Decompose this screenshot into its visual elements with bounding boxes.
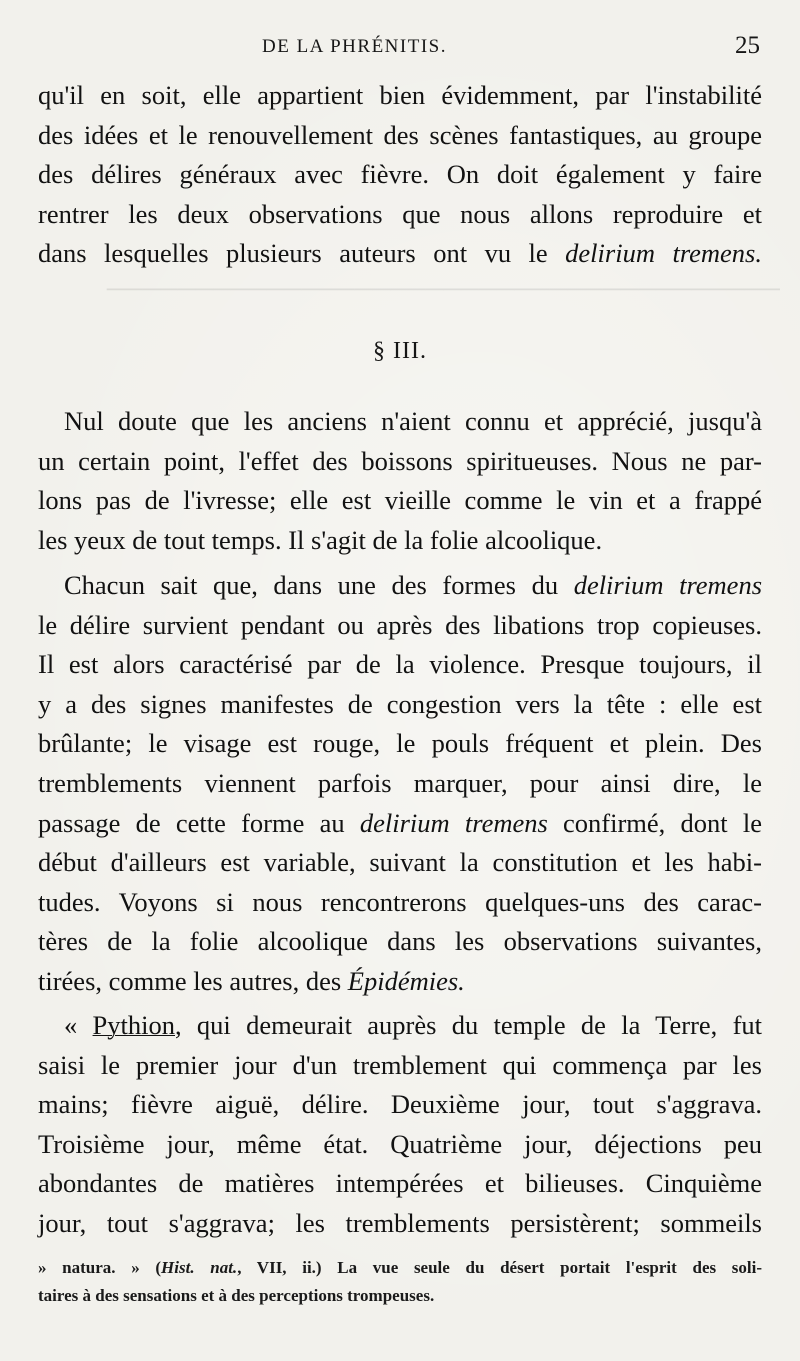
text-line: les yeux de tout temps. Il s'agit de la folie alcoolique. — [38, 524, 603, 555]
text-line: Troisième jour, même état. Quatrième jour, déjections peu — [38, 1128, 762, 1159]
text-line — [38, 962, 762, 1002]
text-line: mains; fièvre aiguë, délire. Deuxième jour, tout s'aggrava. — [38, 1089, 762, 1120]
italic-term: delirium tremens — [359, 807, 548, 838]
text-span: passage de cette forme au — [38, 807, 360, 838]
italic-term: delirium tremens. — [565, 238, 762, 269]
running-title: DE LA PHRÉNITIS. — [262, 36, 447, 57]
text-line — [38, 804, 762, 844]
page-header — [262, 32, 760, 66]
text-line: abondantes de matières intempérées et bilieuses. Cinquième — [38, 1168, 762, 1199]
text-line: tremblements viennent parfois marquer, pour ainsi dire, le — [38, 767, 762, 798]
section-heading: § III. — [373, 338, 427, 364]
text-line — [38, 234, 762, 274]
text-line: des idées et le renouvellement des scènes fantastiques, au groupe — [38, 119, 762, 150]
text-line: début d'ailleurs est variable, suivant la constitution et les habi- — [38, 847, 762, 878]
footnote-line: taires à des sensations et à des perceptions trompeuses. — [38, 1286, 435, 1305]
text-line — [38, 1006, 762, 1046]
footnote — [38, 1254, 762, 1310]
show-through-from-reverse-page: ────────────────────────────────────── — [106, 276, 780, 303]
text-line: tères de la folie alcoolique dans les observations suivantes, — [38, 926, 762, 957]
text-span: , VII, ii.) La vue seule du désert portait l'esprit des soli- — [237, 1258, 763, 1277]
text-line: rentrer les deux observations que nous allons reproduire et — [38, 198, 762, 229]
text-span: dans lesquelles plusieurs auteurs ont vu le — [38, 238, 566, 269]
paragraph-3 — [38, 566, 762, 1002]
text-span: « — [64, 1010, 93, 1040]
text-line: tudes. Voyons si nous rencontrerons quelques-uns des carac- — [38, 886, 762, 917]
paragraph-2 — [38, 402, 762, 560]
text-line: lons pas de l'ivresse; elle est vieille comme le vin et a frappé — [38, 485, 762, 516]
text-span: » natura. » ( — [38, 1258, 162, 1277]
text-line: jour, tout s'aggrava; les tremblements persistèrent; sommeils — [38, 1207, 762, 1238]
italic-citation: Hist. nat. — [161, 1258, 238, 1277]
text-line: brûlante; le visage est rouge, le pouls fréquent et plein. Des — [38, 728, 762, 759]
text-line: saisi le premier jour d'un tremblement qui commença par les — [38, 1049, 762, 1080]
text-span: , qui demeurait auprès du temple de la Terre, fut — [175, 1010, 762, 1040]
italic-term: delirium tremens — [573, 570, 763, 600]
text-line: un certain point, l'effet des boissons spiritueuses. Nous ne par- — [38, 445, 762, 476]
text-line: Nul doute que les anciens n'aient connu et apprécié, jusqu'à — [64, 406, 762, 436]
italic-term: Épidémies. — [347, 965, 465, 996]
text-line: Il est alors caractérisé par de la violence. Presque toujours, il — [38, 649, 762, 680]
text-span: confirmé, dont le — [547, 807, 763, 838]
text-span: Chacun sait que, dans une des formes du — [64, 570, 574, 600]
page-number: 25 — [735, 32, 760, 59]
underlined-name: Pythion — [92, 1010, 176, 1040]
paragraph-4 — [38, 1006, 762, 1244]
text-line: y a des signes manifestes de congestion vers la tête : elle est — [38, 688, 762, 719]
text-line: des délires généraux avec fièvre. On doit également y faire — [38, 159, 762, 190]
paragraph-1 — [38, 76, 762, 274]
text-line: qu'il en soit, elle appartient bien évidemment, par l'instabilité — [38, 80, 762, 110]
text-span: tirées, comme les autres, des — [38, 965, 348, 996]
text-line: le délire survient pendant ou après des libations trop copieuses. — [38, 609, 762, 640]
footnote-line — [38, 1254, 762, 1282]
text-line — [38, 566, 762, 606]
